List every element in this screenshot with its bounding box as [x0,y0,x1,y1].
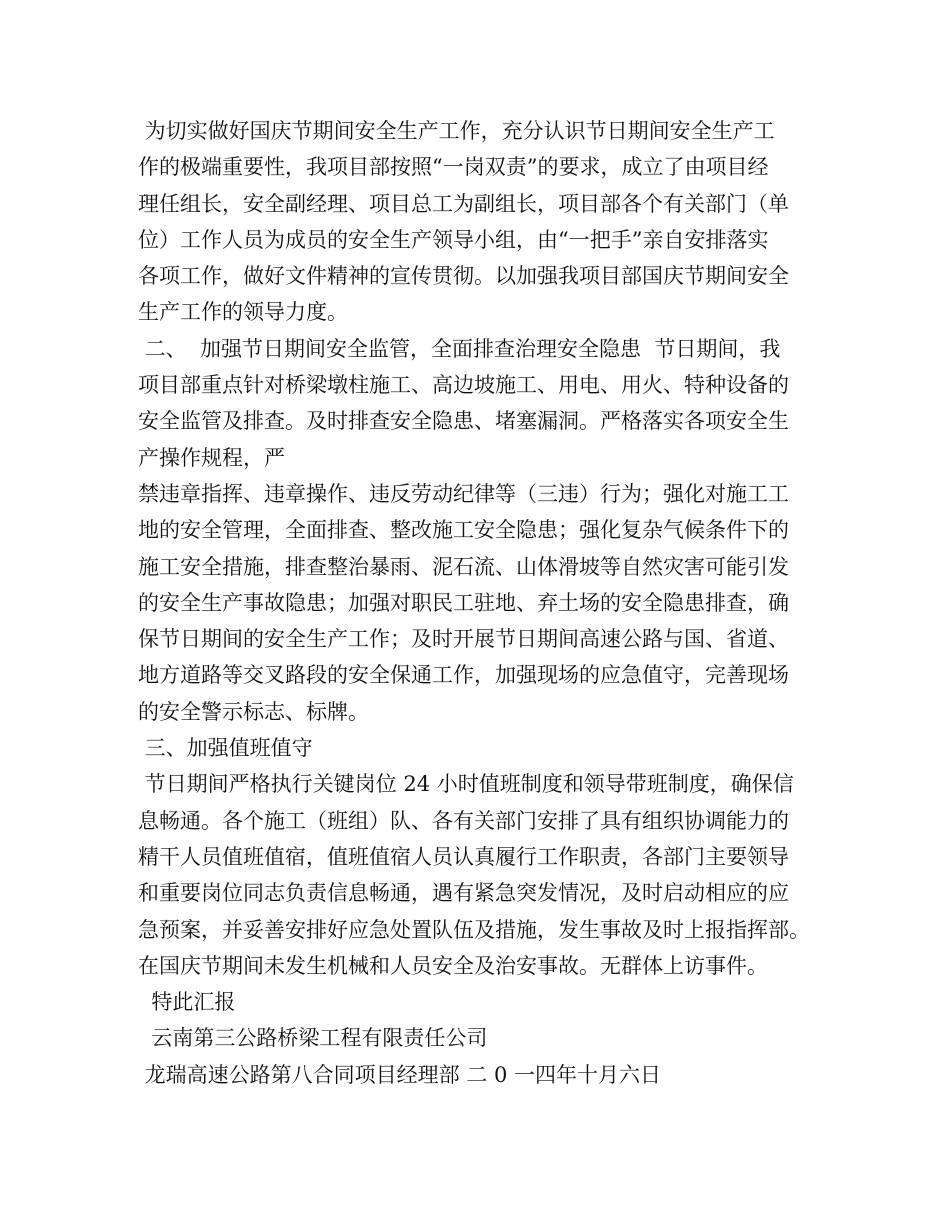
text-line: 生产工作的领导力度。 [138,300,348,325]
text-line: 项目部重点针对桥梁墩柱施工、高边坡施工、用电、用火、特种设备的 [138,373,789,398]
text-line: 为切实做好国庆节期间安全生产工作，充分认识节日期间安全生产工 [138,119,775,143]
text-line: 地的安全管理，全面排查、整改施工安全隐患；强化复杂气候条件下的 [138,518,789,543]
text-line: 禁违章指挥、违章操作、违反劳动纪律等（三违）行为；强化对施工工 [138,481,789,506]
text-line: 作的极端重要性，我项目部按照“一岗双责”的要求，成立了由项目经 [138,155,769,180]
text-line: 和重要岗位同志负责信息畅通，遇有紧急突发情况，及时启动相应的应 [138,881,789,906]
section-heading-2: 二、 加强节日期间安全监管，全面排查治理安全隐患 节日期间，我 [138,336,781,361]
text-line: 急预案，并妥善安排好应急处置队伍及措施，发生事故及时上报指挥部。 [138,917,810,942]
text-line: 各项工作，做好文件精神的宣传贯彻。以加强我项目部国庆节期间安全 [138,264,789,289]
text-line: 安全监管及排查。及时排查安全隐患、堵塞漏洞。严格落实各项安全生 [138,409,789,434]
text-line: 的安全生产事故隐患；加强对职民工驻地、弃土场的安全隐患排查，确 [138,590,789,615]
company-name: 云南第三公路桥梁工程有限责任公司 [138,1026,488,1051]
section-heading-3: 三、加强值班值守 [138,736,313,761]
text-line: 理任组长，安全副经理、项目总工为副组长，项目部各个有关部门（单 [138,191,789,216]
text-line: 节日期间严格执行关键岗位 24 小时值班制度和领导带班制度，确保信 [138,772,794,797]
text-line: 息畅通。各个施工（班组）队、各有关部门安排了具有组织协调能力的 [138,808,789,833]
text-line: 位）工作人员为成员的安全生产领导小组，由“一把手”亲自安排落实 [138,227,769,252]
text-line: 地方道路等交叉路段的安全保通工作，加强现场的应急值守，完善现场 [138,663,789,688]
closing-line: 特此汇报 [138,990,236,1015]
document-body [138,113,816,1093]
text-line: 保节日期间的安全生产工作；及时开展节日期间高速公路与国、省道、 [138,627,789,652]
text-line: 施工安全措施，排查整治暴雨、泥石流、山体滑坡等自然灾害可能引发 [138,554,789,579]
text-line: 精干人员值班值宿，值班值宿人员认真履行工作职责，各部门主要领导 [138,844,789,869]
signature-date-line: 龙瑞高速公路第八合同项目经理部 二 0 一四年十月六日 [138,1062,662,1087]
text-line: 在国庆节期间未发生机械和人员安全及治安事故。无群体上访事件。 [138,953,768,978]
text-line: 的安全警示标志、标牌。 [138,699,369,724]
text-line: 产操作规程，严 [138,445,285,470]
